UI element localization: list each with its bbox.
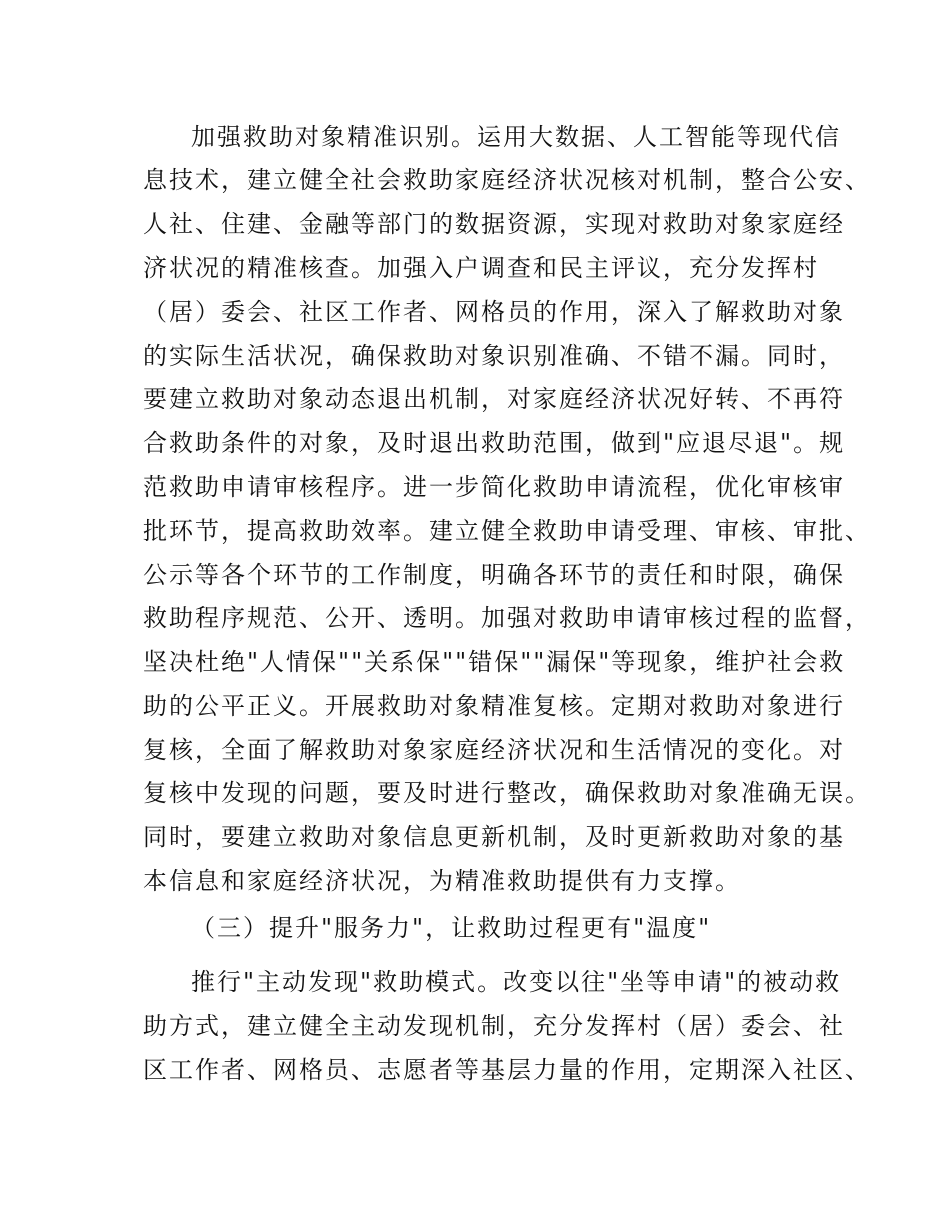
text-line: 同时，要建立救助对象信息更新机制，及时更新救助对象的基 — [143, 823, 845, 851]
text-line: 范救助申请审核程序。进一步简化救助申请流程，优化审核审 — [143, 473, 845, 501]
text-line: 本信息和家庭经济状况，为精准救助提供有力支撑。 — [143, 867, 741, 895]
text-line: 的实际生活状况，确保救助对象识别准确、不错不漏。同时， — [143, 342, 845, 370]
text-line: 推行"主动发现"救助模式。改变以往"坐等申请"的被动救 — [191, 968, 842, 996]
text-line: 济状况的精准核查。加强入户调查和民主评议，充分发挥村 — [143, 254, 819, 282]
text-line: 公示等各个环节的工作制度，明确各环节的责任和时限，确保 — [143, 561, 845, 589]
text-line: 助的公平正义。开展救助对象精准复核。定期对救助对象进行 — [143, 692, 845, 720]
text-line: 加强救助对象精准识别。运用大数据、人工智能等现代信 — [191, 123, 841, 151]
text-line: 人社、住建、金融等部门的数据资源，实现对救助对象家庭经 — [143, 210, 845, 238]
text-line: 合救助条件的对象，及时退出救助范围，做到"应退尽退"。规 — [143, 429, 846, 457]
text-line: 要建立救助对象动态退出机制，对家庭经济状况好转、不再符 — [143, 385, 845, 413]
section-heading: （三）提升"服务力"，让救助过程更有"温度" — [191, 914, 712, 942]
text-line: 坚决杜绝"人情保""关系保""错保""漏保"等现象，维护社会救 — [143, 648, 846, 676]
text-line: 复核中发现的问题，要及时进行整改，确保救助对象准确无误。 — [143, 779, 871, 807]
text-line: 救助程序规范、公开、透明。加强对救助申请审核过程的监督， — [143, 604, 871, 632]
text-line: 复核，全面了解救助对象家庭经济状况和生活情况的变化。对 — [143, 736, 845, 764]
text-line: （居）委会、社区工作者、网格员的作用，深入了解救助对象 — [143, 298, 845, 326]
text-line: 批环节，提高救助效率。建立健全救助申请受理、审核、审批、 — [143, 517, 871, 545]
text-line: 助方式，建立健全主动发现机制，充分发挥村（居）委会、社 — [143, 1012, 845, 1040]
text-line: 息技术，建立健全社会救助家庭经济状况核对机制，整合公安、 — [143, 166, 871, 194]
text-line: 区工作者、网格员、志愿者等基层力量的作用，定期深入社区、 — [143, 1056, 871, 1084]
